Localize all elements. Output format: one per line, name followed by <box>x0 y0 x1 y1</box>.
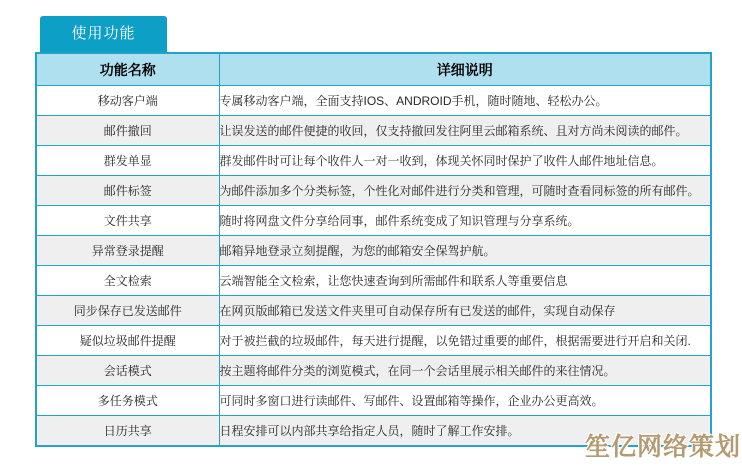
feature-name: 邮件标签 <box>36 176 219 206</box>
col-header-function-name: 功能名称 <box>36 53 219 86</box>
table-row <box>36 326 711 356</box>
feature-desc: 可同时多窗口进行读邮件、写邮件、设置邮箱等操作，企业办公更高效。 <box>219 386 711 416</box>
table-row <box>36 266 711 296</box>
tab-usage-features[interactable]: 使用功能 <box>40 16 167 52</box>
table-row <box>36 236 711 266</box>
table-row <box>36 146 711 176</box>
table-row <box>36 176 711 206</box>
feature-name: 文件共享 <box>36 206 219 236</box>
feature-name: 同步保存已发送邮件 <box>36 296 219 326</box>
table-header-row <box>36 53 711 86</box>
table-row <box>36 86 711 116</box>
table-row <box>36 386 711 416</box>
feature-desc: 随时将网盘文件分享给同事，邮件系统变成了知识管理与分享系统。 <box>219 206 711 236</box>
feature-name: 疑似垃圾邮件提醒 <box>36 326 219 356</box>
feature-desc: 群发邮件时可让每个收件人一对一收到，体现关怀同时保护了收件人邮件地址信息。 <box>219 146 711 176</box>
feature-name: 异常登录提醒 <box>36 236 219 266</box>
features-table <box>35 52 712 447</box>
table-row <box>36 206 711 236</box>
table-row <box>36 296 711 326</box>
watermark: 笙亿网络策划 <box>584 433 741 461</box>
feature-name: 日历共享 <box>36 416 219 447</box>
feature-name: 移动客户端 <box>36 86 219 116</box>
feature-desc: 按主题将邮件分类的浏览模式，在同一个会话里展示相关邮件的来往情况。 <box>219 356 711 386</box>
feature-desc: 让误发送的邮件便捷的收回，仅支持撤回发往阿里云邮箱系统、且对方尚未阅读的邮件。 <box>219 116 711 146</box>
feature-name: 多任务模式 <box>36 386 219 416</box>
col-header-description: 详细说明 <box>219 53 711 86</box>
feature-desc: 对于被拦截的垃圾邮件，每天进行提醒，以免错过重要的邮件，根据需要进行开启和关闭. <box>219 326 711 356</box>
feature-desc: 日程安排可以内部共享给指定人员，随时了解工作安排。 <box>219 416 711 447</box>
feature-name: 邮件撤回 <box>36 116 219 146</box>
feature-desc: 邮箱异地登录立刻提醒，为您的邮箱安全保驾护航。 <box>219 236 711 266</box>
feature-name: 群发单显 <box>36 146 219 176</box>
table-row <box>36 356 711 386</box>
table-row <box>36 116 711 146</box>
feature-desc: 专属移动客户端，全面支持IOS、ANDROID手机，随时随地、轻松办公。 <box>219 86 711 116</box>
feature-desc: 为邮件添加多个分类标签，个性化对邮件进行分类和管理，可随时查看同标签的所有邮件。 <box>219 176 711 206</box>
feature-desc: 云端智能全文检索，让您快速查询到所需邮件和联系人等重要信息 <box>219 266 711 296</box>
feature-name: 全文检索 <box>36 266 219 296</box>
feature-name: 会话模式 <box>36 356 219 386</box>
feature-desc: 在网页版邮箱已发送文件夹里可自动保存所有已发送的邮件，实现自动保存 <box>219 296 711 326</box>
